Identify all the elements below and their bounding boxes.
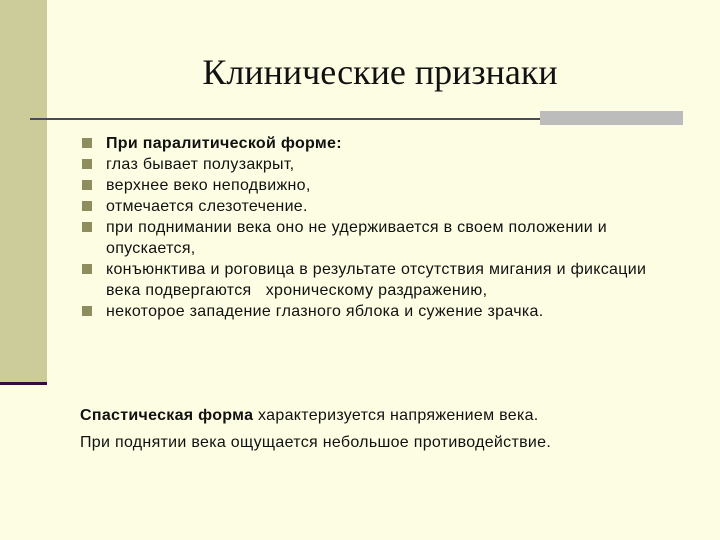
spastic-form-detail: При поднятии века ощущается небольшое противодействие.	[80, 434, 552, 451]
list-item	[82, 175, 682, 196]
title-divider	[30, 118, 540, 120]
title-divider-accent	[540, 111, 683, 125]
list-item	[82, 133, 682, 154]
square-bullet-icon	[82, 180, 92, 190]
list-item-text: При паралитической форме:	[106, 135, 342, 152]
spastic-form-paragraph	[80, 405, 710, 427]
square-bullet-icon	[82, 264, 92, 274]
spastic-form-description: характеризуется напряжением века.	[253, 407, 539, 424]
symptom-list	[82, 133, 682, 322]
list-item	[82, 259, 682, 301]
square-bullet-icon	[82, 159, 92, 169]
list-item	[82, 196, 682, 217]
list-item-text: при поднимании века оно не удерживается в своем положении и опускается,	[106, 219, 607, 257]
square-bullet-icon	[82, 306, 92, 316]
square-bullet-icon	[82, 222, 92, 232]
left-decorative-band	[0, 0, 47, 382]
slide-title: Клинические признаки	[202, 52, 558, 92]
list-item	[82, 301, 682, 322]
spastic-form-term: Спастическая форма	[80, 407, 254, 424]
list-item-text: верхнее веко неподвижно,	[106, 177, 311, 194]
list-item-text: отмечается слезотечение.	[106, 198, 308, 215]
list-item	[82, 154, 682, 175]
list-item	[82, 217, 682, 259]
left-decorative-line	[0, 382, 47, 385]
square-bullet-icon	[82, 201, 92, 211]
list-item-text: глаз бывает полузакрыт,	[106, 156, 295, 173]
square-bullet-icon	[82, 138, 92, 148]
list-item-text: некоторое западение глазного яблока и сужение зрачка.	[106, 303, 544, 320]
list-item-text: конъюнктива и роговица в результате отсутствия мигания и фиксации века подвергаются хроническому раздражению,	[106, 261, 651, 299]
